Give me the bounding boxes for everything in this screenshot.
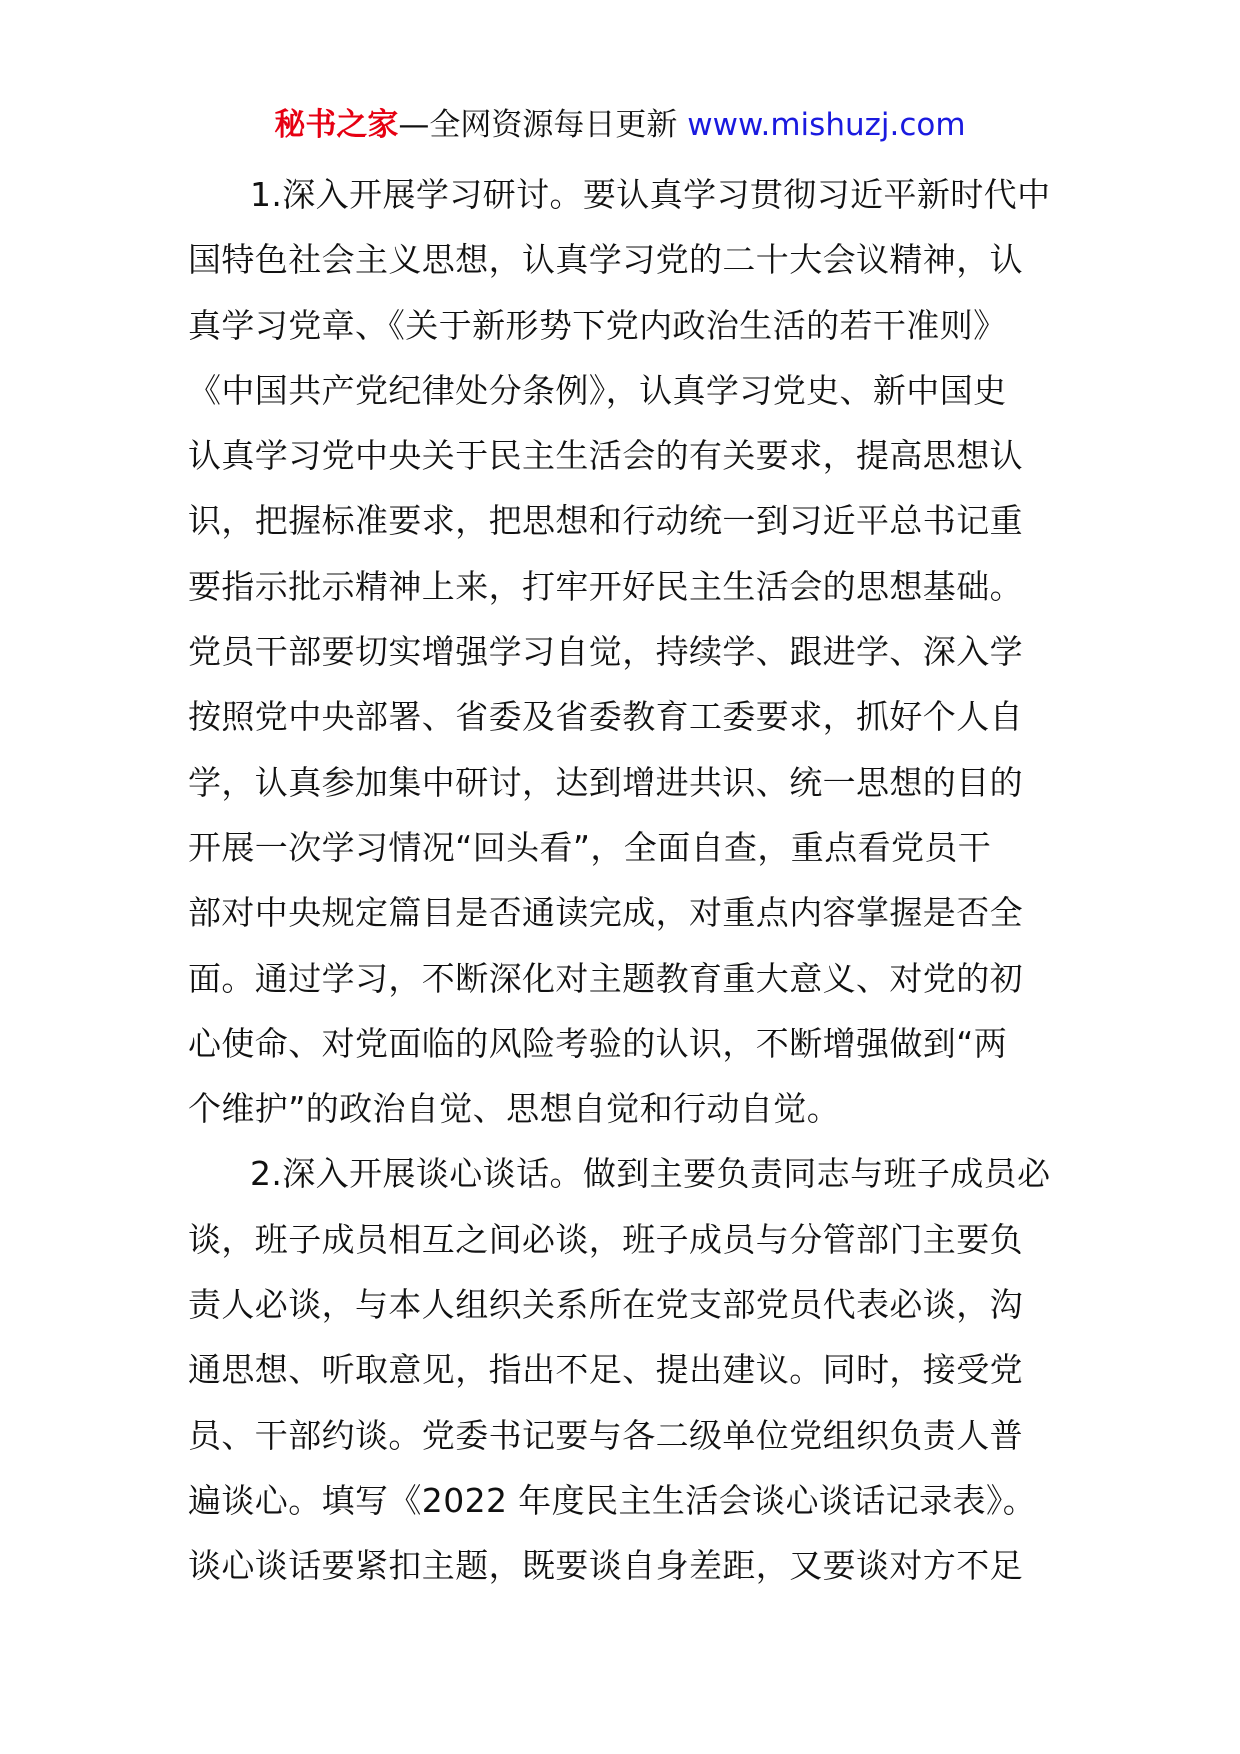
paragraph-line: 心使命、对党面临的风险考验的认识，不断增强做到“两 [188, 1023, 1008, 1063]
paragraph-1 [188, 162, 1058, 1141]
paragraph-line: 学，认真参加集中研讨，达到增进共识、统一思想的目的 [188, 762, 1023, 802]
paragraph-line: 识，把握标准要求，把思想和行动统一到习近平总书记重 [188, 501, 1023, 541]
document-body [188, 162, 1058, 1599]
header-site-link[interactable]: www.mishuzj.com [687, 107, 966, 143]
paragraph-2 [188, 1141, 1058, 1598]
paragraph-line: 部对中央规定篇目是否通读完成，对重点内容掌握是否全 [188, 893, 1023, 933]
paragraph-line: 1.深入开展学习研讨。要认真学习贯彻习近平新时代中 [250, 175, 1051, 214]
paragraph-line: 通思想、听取意见，指出不足、提出建议。同时，接受党 [188, 1350, 1023, 1390]
paragraph-line: 要指示批示精神上来，打牢开好民主生活会的思想基础。 [188, 566, 1023, 606]
paragraph-line: 《中国共产党纪律处分条例》，认真学习党史、新中国史 [188, 370, 1007, 410]
paragraph-line: 党员干部要切实增强学习自觉，持续学、跟进学、深入学 [188, 632, 1023, 672]
paragraph-line: 面。通过学习，不断深化对主题教育重大意义、对党的初 [188, 958, 1023, 998]
paragraph-line: 2.深入开展谈心谈话。做到主要负责同志与班子成员必 [250, 1154, 1051, 1194]
paragraph-line: 员、干部约谈。党委书记要与各二级单位党组织负责人普 [188, 1415, 1023, 1455]
paragraph-line: 认真学习党中央关于民主生活会的有关要求，提高思想认 [188, 436, 1023, 476]
paragraph-line: 个维护”的政治自觉、思想自觉和行动自觉。 [188, 1089, 841, 1129]
paragraph-line: 遍谈心。填写《2022 年度民主生活会谈心谈话记录表》。 [188, 1480, 1037, 1520]
paragraph-line: 谈，班子成员相互之间必谈，班子成员与分管部门主要负 [188, 1219, 1023, 1259]
header-brand: 秘书之家 [274, 107, 399, 143]
paragraph-line: 按照党中央部署、省委及省委教育工委要求，抓好个人自 [188, 697, 1023, 737]
paragraph-line: 国特色社会主义思想，认真学习党的二十大会议精神，认 [188, 240, 1023, 280]
paragraph-line: 责人必谈，与本人组织关系所在党支部党员代表必谈，沟 [188, 1285, 1023, 1325]
paragraph-line: 开展一次学习情况“回头看”，全面自查，重点看党员干 [188, 827, 992, 867]
page-header [0, 100, 1240, 150]
paragraph-line: 真学习党章、《关于新形势下党内政治生活的若干准则》 [188, 305, 1007, 345]
paragraph-line: 谈心谈话要紧扣主题，既要谈自身差距，又要谈对方不足 [188, 1546, 1023, 1586]
header-slogan: —全网资源每日更新 [398, 107, 688, 143]
